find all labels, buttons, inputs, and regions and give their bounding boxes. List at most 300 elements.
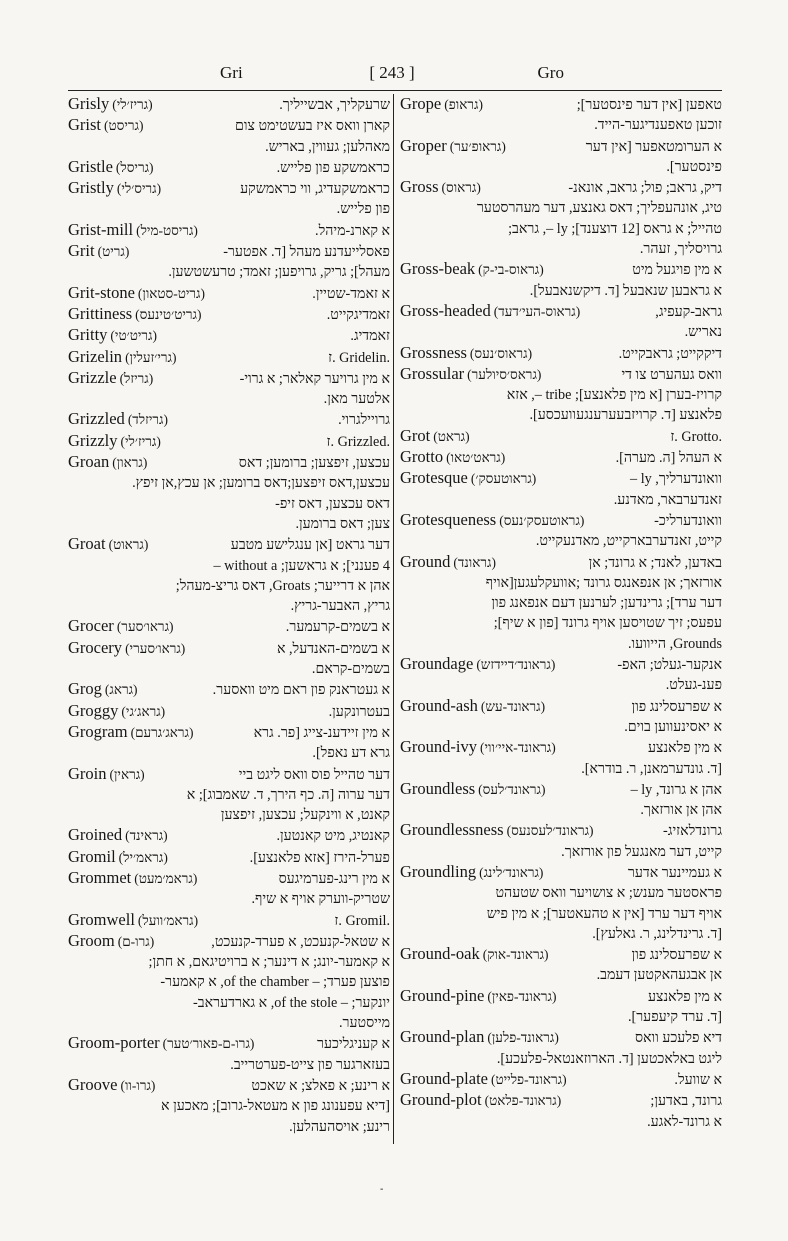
pronunciation: (גראט׳טאו) <box>446 450 506 466</box>
pronunciation: (גראונד-עש) <box>480 698 546 714</box>
headword <box>68 616 174 637</box>
entry-head <box>400 136 722 157</box>
pronunciation: (גראוס׳נעס) <box>469 345 533 361</box>
headword-text: Groin <box>68 763 107 783</box>
pronunciation: (גריזל) <box>119 370 154 386</box>
headword-text: Gristly <box>68 178 114 198</box>
headword-text: Gristle <box>68 156 113 176</box>
pronunciation: (גראונד׳לעס) <box>478 781 546 797</box>
definition-line: Grounds, הייוועו. <box>627 635 722 652</box>
pronunciation: (גראונד-פלייט) <box>490 1071 567 1087</box>
column-divider <box>393 94 394 1144</box>
headword-text: Grist-mill <box>68 219 134 239</box>
dictionary-entry <box>400 94 722 136</box>
headword-text: Groined <box>68 825 123 845</box>
entry-head <box>68 534 390 555</box>
page-header <box>70 58 714 88</box>
headword <box>68 347 177 368</box>
headword-text: Grit <box>68 241 95 261</box>
definition-line: נאריש. <box>684 324 722 341</box>
definition-line: פענ-געלט. <box>665 677 722 694</box>
headword-text: Groan <box>68 452 110 472</box>
headword-text: Gromil <box>68 846 116 866</box>
entry-head <box>68 325 390 346</box>
pronunciation: (גריט-סטאון) <box>137 285 206 301</box>
dictionary-entry <box>400 737 722 779</box>
definition-line: זאמדיג. <box>350 328 390 345</box>
headword-text: Groundlessness <box>400 820 504 840</box>
entry-head <box>400 862 722 883</box>
headword-text: Ground-oak <box>400 944 480 964</box>
headword <box>400 1090 561 1111</box>
definition-line: וואס געהערט צו די <box>621 366 722 383</box>
entry-head <box>400 94 722 115</box>
definition-line: דיקקייט; גראבקייט. <box>618 345 722 362</box>
definition-line: א מין רינג-פערמיגעס <box>278 870 390 887</box>
pronunciation: (גרו-ם) <box>117 933 155 949</box>
left-guide-word: Gri <box>220 63 243 82</box>
left-column <box>68 94 390 1137</box>
dictionary-entry <box>400 1069 722 1090</box>
dictionary-entry <box>68 722 390 764</box>
definition-line: פערל-הירז [אזא פלאנצע]. <box>249 849 390 866</box>
pronunciation: (גראוס) <box>441 180 481 196</box>
pronunciation: (גראג) <box>104 682 138 698</box>
definition-line: מעהל]; גריק, גרויפען; זאמד; טרעשטשען. <box>168 264 390 281</box>
headword-text: Grit-stone <box>68 282 135 302</box>
headword-text: Grogram <box>68 721 128 741</box>
definition-line: טהייל; א גראס [12 דוצענד]; ly –, גראב; <box>508 220 722 237</box>
definition-line: א געטראנק פון ראם מיט וואסער. <box>212 682 390 699</box>
headword-text: Groove <box>68 1074 118 1094</box>
dictionary-entry <box>400 654 722 696</box>
pronunciation: (גראון) <box>112 455 148 471</box>
pronunciation: (גרו-וו) <box>120 1077 156 1093</box>
headword-text: Ground-plate <box>400 1068 488 1088</box>
headword-text: Gritty <box>68 325 108 345</box>
definition-line: א זאמד-שטיין. <box>312 285 390 302</box>
pronunciation: (גראוטעסק׳) <box>470 471 537 487</box>
headword-text: Grot <box>400 425 431 445</box>
definition-line: קאנטיג, מיט קאנטען. <box>276 828 390 845</box>
pronunciation: (גראונד-אוק) <box>482 947 549 963</box>
dictionary-entry <box>68 220 390 241</box>
headword <box>68 283 205 304</box>
dictionary-entry <box>68 701 390 722</box>
headword <box>68 178 161 199</box>
definition-line: א שוועל. <box>674 1071 722 1088</box>
pronunciation: (גראופ׳ער) <box>449 138 506 154</box>
dictionary-entry <box>68 638 390 680</box>
dictionary-entry <box>400 1090 722 1132</box>
entry-head <box>400 1027 722 1048</box>
definition-line: זוכען טאפענדיגער-הייד. <box>594 117 722 134</box>
dictionary-entry <box>400 447 722 468</box>
bottom-mark: - <box>380 1184 384 1195</box>
headword <box>400 177 481 198</box>
definition-line: א מין גרויער קאלאר; א גרוי- <box>239 370 390 387</box>
entry-head <box>400 426 722 447</box>
headword <box>400 364 541 385</box>
definition-line: .Gromil .ז <box>334 912 390 929</box>
dictionary-entry <box>68 616 390 637</box>
dictionary-entry <box>68 868 390 910</box>
headword <box>68 452 147 473</box>
definition-line: עכצען, זיפצען; ברומען; דאס <box>238 455 390 472</box>
definition-line: .Grizzled .ז <box>326 433 390 450</box>
dictionary-entry <box>400 426 722 447</box>
headword <box>68 115 143 136</box>
entry-head <box>68 220 390 241</box>
definition-line: א קארנ-מיהל. <box>315 222 390 239</box>
entry-head <box>68 764 390 785</box>
definition-line: אורזאך; אן אנפאנגס גרונד ;אוועקלעגען[אויף <box>485 574 722 591</box>
headword-text: Gross-headed <box>400 300 491 320</box>
definition-line: גרויילגרוי. <box>338 412 390 429</box>
dictionary-entry <box>400 820 722 862</box>
pronunciation: (גראופ) <box>444 97 483 112</box>
dictionary-entry <box>68 1075 390 1137</box>
entry-head <box>68 431 390 452</box>
dictionary-entry <box>68 94 390 115</box>
pronunciation: (גראונד׳לעסנעס) <box>506 823 594 839</box>
headword-text: Grisly <box>68 94 110 113</box>
definition-line: דער גראט [אן ענגלישע מטבע <box>230 537 390 554</box>
headword <box>68 304 201 325</box>
dictionary-entry <box>400 552 722 654</box>
definition-line: א יאסינעווען בוים. <box>624 718 722 735</box>
definition-line: כראמשקעדיג, ווי כראמשקע <box>240 181 390 198</box>
definition-line: וואונדערליכ- <box>654 512 722 529</box>
dictionary-entry <box>400 1027 722 1069</box>
headword-text: Grossular <box>400 363 465 383</box>
headword <box>400 259 544 280</box>
definition-line: גרויסליך, זעהר. <box>639 241 722 258</box>
definition-line: עכצען,דאס זיפצען;דאס ברומען; אן עכץ,אן זיפץ. <box>132 475 390 492</box>
definition-line: פאסלייעדנע מעהל [ד. אפטער- <box>223 244 390 261</box>
headword <box>68 241 129 262</box>
headword <box>68 220 198 241</box>
pronunciation: (גראונד-איי׳ווי) <box>480 740 556 756</box>
definition-line: גריץ, האבער-גריץ. <box>290 598 390 615</box>
pronunciation: (גראמ׳וועל) <box>137 912 199 928</box>
dictionary-entry <box>68 325 390 346</box>
pronunciation: (גריז׳לי) <box>112 97 153 112</box>
dictionary-entry <box>68 931 390 1033</box>
pronunciation: (גריט) <box>97 244 130 260</box>
headword <box>400 986 557 1007</box>
headword-text: Groom <box>68 930 115 950</box>
pronunciation: (גראוס-העי׳דעד) <box>493 303 581 319</box>
headword-text: Groundage <box>400 654 474 674</box>
headword-text: Grotesqueness <box>400 509 497 529</box>
headword <box>400 737 556 758</box>
dictionary-entry <box>400 468 722 510</box>
definition-line: א מין פלאנצע <box>647 740 722 757</box>
headword-text: Grope <box>400 94 442 113</box>
pronunciation: (גריט׳טינעס) <box>135 306 202 322</box>
headword-text: Groundling <box>400 861 477 881</box>
headword <box>68 825 168 846</box>
definition-line: דיא פלעכע וואס <box>634 1030 722 1047</box>
definition-line: דיק, גראב; פול; גראב, אונאנ- <box>568 180 722 197</box>
headword-text: Ground <box>400 551 451 571</box>
headword <box>400 426 470 447</box>
definition-line: פראסטער מענש; א צושויער וואס שטעהט <box>495 885 722 902</box>
dictionary-entry <box>400 177 722 259</box>
headword <box>68 847 168 868</box>
entry-head <box>68 931 390 952</box>
headword <box>400 301 580 322</box>
headword-text: Groundless <box>400 778 476 798</box>
headword <box>68 868 197 889</box>
headword-text: Grizelin <box>68 346 123 366</box>
entry-head <box>68 825 390 846</box>
dictionary-entry <box>68 679 390 700</box>
definition-line: יונקער; – of the stole, א גארדעראב- <box>193 994 390 1011</box>
definition-line: וואונדערליך, ly – <box>630 471 722 488</box>
pronunciation: (גראו׳סער) <box>116 619 174 635</box>
headword-text: Grist <box>68 115 101 135</box>
entry-head <box>68 452 390 473</box>
entry-head <box>68 115 390 136</box>
dictionary-entry <box>68 1033 390 1075</box>
definition-line: [ד. ערד קיעפער]. <box>627 1009 722 1026</box>
definition-line: א שטאל-קנעכט, א פערד-קנעכט, <box>211 933 390 950</box>
pronunciation: (גראונד-פלען) <box>487 1030 559 1046</box>
headword <box>400 510 584 531</box>
dictionary-entry <box>68 534 390 616</box>
pronunciation: (גראוטעסק׳נעס) <box>499 512 585 528</box>
headword <box>68 368 153 389</box>
entry-head <box>68 679 390 700</box>
pronunciation: (גרי׳זעלין) <box>125 349 177 365</box>
headword-text: Grocery <box>68 637 123 657</box>
entry-head <box>400 447 722 468</box>
entry-head <box>400 343 722 364</box>
definition-line: [ד. גרינדלינג, ר. גאלעץ]. <box>592 925 722 942</box>
definition-line: פוצען פערד; – of the chamber, א קאמער- <box>160 974 390 991</box>
pronunciation: (גראונד) <box>453 554 496 570</box>
definition-line: בשמים-קראם. <box>311 661 390 678</box>
dictionary-entry <box>400 364 722 426</box>
pronunciation: (גראס׳סיולער) <box>467 366 542 382</box>
entry-head <box>400 654 722 675</box>
dictionary-entry <box>68 347 390 368</box>
definition-line: א מין פלאנצע <box>647 988 722 1005</box>
pronunciation: (גראג׳גי) <box>121 703 166 719</box>
headword <box>400 94 483 115</box>
pronunciation: (גראמ׳מעט) <box>134 870 198 886</box>
entry-head <box>68 868 390 889</box>
definition-line: דער ערוה [ה. כף הירך, ד. שאמבוג]; א <box>186 786 390 803</box>
definition-line: שרעקליך, אבשייליך. <box>279 97 390 113</box>
headword <box>400 862 543 883</box>
definition-line: א מין זיידענ-צייג [פר. גרא <box>253 724 390 741</box>
definition-line: רינע; אויסהעהלען. <box>289 1118 390 1135</box>
dictionary-entry <box>400 696 722 738</box>
entry-head <box>400 944 722 965</box>
headword <box>68 679 138 700</box>
headword-text: Ground-ash <box>400 695 478 715</box>
headword-text: Grog <box>68 679 102 699</box>
definition-line: א שפרעסלינג פון <box>631 698 722 715</box>
definition-line: א געמיינער אדער <box>627 864 722 881</box>
definition-line: אויף דער ערד [אין א טהעאטער]; א מין פיש <box>486 905 722 922</box>
definition-line: אנקער-געלט; האפ- <box>617 657 722 674</box>
dictionary-entry <box>68 241 390 283</box>
headword-text: Ground-plot <box>400 1090 482 1110</box>
headword <box>68 910 198 931</box>
dictionary-entry <box>68 283 390 304</box>
pronunciation: (גריסט) <box>104 118 144 134</box>
definition-line: זאמדיגקייט. <box>326 306 390 323</box>
definition-line: קרויז-בערן [א מין פלאנצע]; tribe –, אזא <box>506 387 722 404</box>
dictionary-entry <box>400 259 722 301</box>
dictionary-entry <box>68 409 390 430</box>
entry-head <box>68 701 390 722</box>
pronunciation: (גראט) <box>433 428 470 444</box>
pronunciation: (גראינד) <box>125 828 168 844</box>
headword <box>68 157 154 178</box>
dictionary-entry <box>400 301 722 343</box>
headword-text: Grizzled <box>68 409 125 429</box>
entry-head <box>68 1033 390 1054</box>
headword-text: Grocer <box>68 616 114 636</box>
definition-line: א קאמער-יונג; א דינער; א ברויטיגאם, א חתן; <box>148 954 390 971</box>
definition-line: .Gridelin .ז <box>328 349 390 366</box>
entry-head <box>400 779 722 800</box>
definition-line: א גראבען שנאבעל [ד. דיקשנאבעל]. <box>529 282 722 299</box>
entry-head <box>400 177 722 198</box>
headword <box>400 1027 559 1048</box>
entry-head <box>68 178 390 199</box>
headword-text: Grotesque <box>400 468 468 488</box>
dictionary-entry <box>68 431 390 452</box>
definition-line: גרונד, באדען; <box>650 1093 722 1110</box>
entry-head <box>400 259 722 280</box>
headword <box>68 409 168 430</box>
dictionary-entry <box>400 862 722 944</box>
definition-line: 4 פענני]; א גראשען; without a – <box>213 557 390 574</box>
dictionary-entry <box>68 304 390 325</box>
entry-head <box>400 820 722 841</box>
definition-line: דער טהייל פוס וואס ליגט ביי <box>238 766 390 783</box>
headword <box>68 931 154 952</box>
definition-line: כראמשקע פון פלייש. <box>276 159 390 176</box>
entry-head <box>400 986 722 1007</box>
entry-head <box>400 737 722 758</box>
entry-head <box>68 722 390 743</box>
pronunciation: (גריזלד) <box>127 412 169 428</box>
definition-line: מאהלען; געווין, באריש. <box>265 138 390 155</box>
headword-text: Grommet <box>68 867 132 887</box>
dictionary-entry <box>400 136 722 178</box>
dictionary-entry <box>68 178 390 220</box>
headword <box>68 1075 155 1096</box>
headword-text: Grossness <box>400 342 467 362</box>
dictionary-entry <box>68 825 390 846</box>
definition-line: אהן אן אורזאך. <box>640 802 722 819</box>
definition-line: גרא דע נאפל]. <box>312 745 390 762</box>
headword-text: Ground-plan <box>400 1027 485 1047</box>
right-column <box>400 94 722 1132</box>
dictionary-entry <box>400 510 722 552</box>
definition-line: א רינע; א פאלצ; א שאכט <box>251 1077 390 1094</box>
headword-text: Grizzly <box>68 430 118 450</box>
definition-line: א שפרעסלינג פון <box>631 947 722 964</box>
pronunciation: (גראוט) <box>108 537 149 553</box>
pronunciation: (גריס׳לי) <box>116 181 162 197</box>
entry-head <box>68 304 390 325</box>
headword <box>400 654 555 675</box>
pronunciation: (גראונד׳לינג) <box>479 864 544 880</box>
definition-line: פון פלייש. <box>336 201 390 218</box>
entry-head <box>68 283 390 304</box>
pronunciation: (גריסט-מיל) <box>136 222 198 238</box>
definition-line: טאפען [אין דער פינסטער]; <box>576 97 722 113</box>
dictionary-entry <box>68 910 390 931</box>
headword <box>400 136 506 157</box>
entry-head <box>68 409 390 430</box>
headword-text: Ground-ivy <box>400 737 477 757</box>
entry-head <box>68 638 390 659</box>
headword <box>68 701 165 722</box>
dictionary-entry <box>68 115 390 157</box>
entry-head <box>400 364 722 385</box>
headword <box>68 94 153 115</box>
headword-text: Grizzle <box>68 367 117 387</box>
headword <box>68 722 193 743</box>
headword-text: Groat <box>68 534 106 554</box>
entry-head <box>400 301 722 322</box>
entry-head <box>68 241 390 262</box>
entry-head <box>400 510 722 531</box>
definition-line: דער ערד]; גרינדען; לערנען דעם אנפאנג פון <box>491 595 722 612</box>
dictionary-entry <box>400 944 722 986</box>
header-rule <box>68 90 722 91</box>
definition-line: מייסטער. <box>338 1015 390 1032</box>
pronunciation: (גראוס-בי-ק) <box>478 262 544 278</box>
definition-line: קאנט, א ווינקעל; עכצען, זיפצען <box>220 807 390 824</box>
dictionary-entry <box>68 847 390 868</box>
pronunciation: (גראו׳סערי) <box>125 640 186 656</box>
headword <box>68 764 145 785</box>
entry-head <box>400 696 722 717</box>
entry-head <box>68 1075 390 1096</box>
entry-head <box>68 616 390 637</box>
definition-line: א גרונד-לאגע. <box>647 1113 722 1130</box>
dictionary-entry <box>68 452 390 534</box>
headword <box>400 779 545 800</box>
headword-text: Ground-pine <box>400 985 485 1005</box>
entry-head <box>68 910 390 931</box>
dictionary-entry <box>68 157 390 178</box>
headword <box>68 1033 254 1054</box>
definition-line: זאנדערבאר, מאדנע. <box>613 491 722 508</box>
dictionary-entry <box>68 764 390 826</box>
definition-line: [ד. גונדערמאנן, ר. בודרא]. <box>581 760 722 777</box>
pronunciation: (גראונד-פלאט) <box>484 1093 562 1109</box>
definition-line: גראב-קעפיג, <box>655 303 722 320</box>
definition-line: אלטער מאן. <box>323 391 390 408</box>
headword-text: Gross-beak <box>400 259 476 279</box>
dictionary-entry <box>68 368 390 410</box>
headword <box>68 325 157 346</box>
definition-line: א בשמים-קרעמער. <box>285 619 390 636</box>
dictionary-entry <box>400 986 722 1028</box>
definition-line: פינסטער]. <box>666 158 722 175</box>
